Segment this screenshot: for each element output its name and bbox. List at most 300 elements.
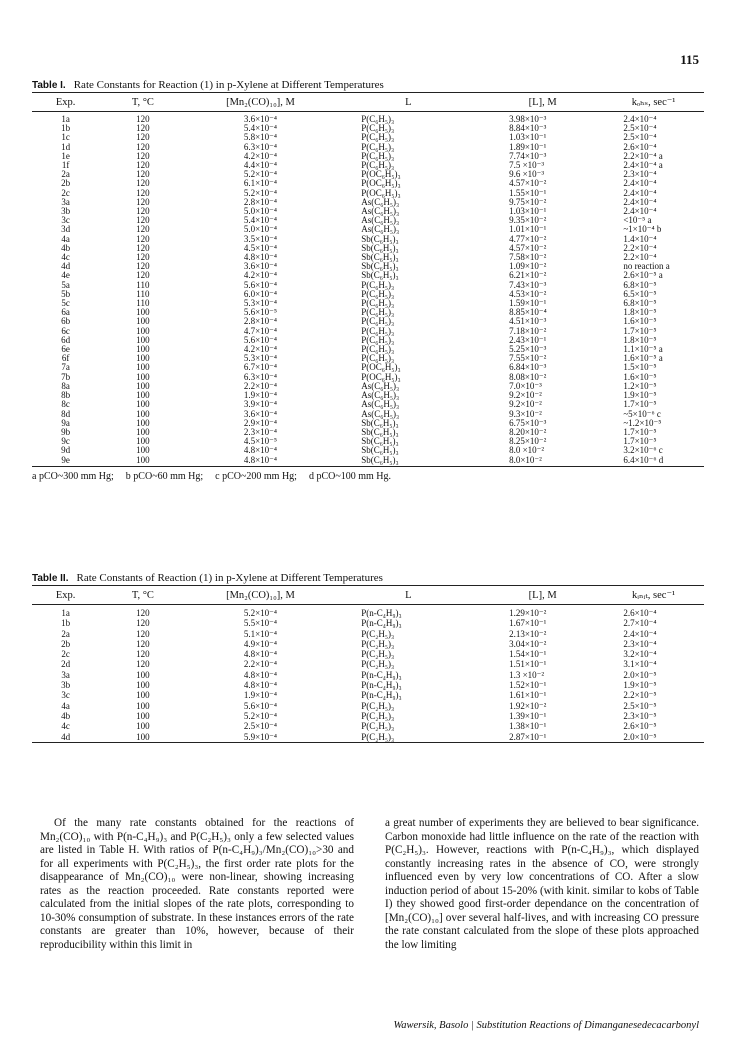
table-cell: 1.9×10⁻⁵ — [623, 390, 657, 401]
table-cell: 3d — [61, 224, 71, 235]
table-cell: 4b — [61, 242, 71, 253]
table-cell: 4.2×10⁻⁴ — [243, 150, 278, 161]
table-row — [32, 629, 704, 639]
table-cell: 100 — [136, 334, 150, 345]
table-1-body — [32, 112, 704, 467]
table-cell: 5.4×10⁻⁴ — [243, 215, 278, 226]
table-cell: 6.1×10⁻⁴ — [243, 178, 278, 189]
table-cell: As(C₆H₅)₃ — [361, 196, 400, 207]
table-cell: P(C₆H₅)₃ — [361, 307, 395, 318]
table-cell: 4.8×10⁻⁴ — [243, 445, 278, 456]
table-cell: P(C₂H₅)₃ — [361, 628, 395, 639]
table-2 — [32, 572, 704, 743]
table-cell: 4d — [61, 261, 71, 272]
table-cell: 1.67×10⁻¹ — [509, 618, 547, 629]
table-cell: 3.98×10⁻³ — [509, 114, 547, 124]
table-cell: 9.35×10⁻² — [509, 215, 547, 226]
table-cell: 1e — [61, 150, 70, 161]
table-cell: 3b — [61, 206, 71, 217]
table-cell: 8a — [61, 380, 70, 391]
table-cell: 3.6×10⁻⁴ — [243, 408, 278, 419]
table-cell: 100 — [136, 690, 150, 701]
table-cell: 4.5×10⁻⁵ — [243, 436, 278, 447]
table-cell: 4.77×10⁻² — [509, 233, 547, 244]
table-cell: 120 — [136, 123, 150, 134]
table-cell: As(C₆H₅)₃ — [361, 399, 400, 410]
table-row — [32, 618, 704, 628]
table-row — [32, 659, 704, 669]
table-2-body — [32, 605, 704, 743]
table-cell: 5b — [61, 288, 71, 299]
table-row — [32, 639, 704, 649]
table-cell: 9.2×10⁻² — [509, 390, 542, 401]
table-cell: 4.51×10⁻³ — [509, 316, 547, 327]
table-cell: 2.5×10⁻⁴ — [623, 132, 657, 143]
table-cell: P(n-C₄H₉)₃ — [361, 690, 402, 701]
table-cell: 120 — [136, 261, 150, 272]
table-1-header-row — [32, 93, 704, 112]
table-cell: 2.4×10⁻⁴ — [623, 187, 657, 198]
table-cell: 1.6×10⁻⁵ — [623, 371, 657, 382]
table-cell: 1.01×10⁻¹ — [509, 224, 547, 235]
table-cell: 6.0×10⁻⁴ — [243, 288, 278, 299]
table-cell: ~1.2×10⁻⁵ — [623, 417, 662, 428]
table-cell: 120 — [136, 196, 150, 207]
table-cell: 8.08×10⁻² — [509, 371, 547, 382]
table-cell: 120 — [136, 224, 150, 235]
table-cell: 4c — [61, 252, 70, 263]
table-cell: Sb(C₆H₅)₃ — [361, 261, 399, 272]
table-cell: 100 — [99, 732, 186, 743]
column-header: [Mn₂(CO)₁₀], M — [187, 586, 335, 605]
table-cell: 8.85×10⁻⁴ — [509, 307, 547, 318]
table-cell: 4.53×10⁻² — [509, 288, 547, 299]
table-cell: 2.6×10⁻⁵ — [623, 721, 657, 732]
table-cell: 2a — [61, 169, 70, 180]
table-row — [32, 456, 704, 467]
table-cell: P(C₆H₅)₃ — [361, 150, 395, 161]
table-cell: 4d — [32, 732, 99, 743]
table-cell: 120 — [136, 233, 150, 244]
table-cell: 1.5×10⁻⁵ — [623, 362, 657, 373]
table-cell: 1c — [61, 132, 70, 143]
table-row — [32, 732, 704, 743]
table-cell: 5.2×10⁻⁴ — [243, 169, 278, 180]
table-cell: 4e — [61, 270, 70, 281]
table-cell: 3.6×10⁻⁴ — [243, 261, 278, 272]
table-cell: 1.8×10⁻⁵ — [623, 307, 657, 318]
table-cell: P(C₆H₅)₃ — [361, 123, 395, 134]
table-cell: 9.2×10⁻² — [509, 399, 542, 410]
table-cell: 2.2×10⁻⁴ — [243, 380, 278, 391]
table-cell: 3.04×10⁻² — [509, 638, 547, 649]
table-cell: 2.8×10⁻⁴ — [243, 196, 278, 207]
table-cell: 7.43×10⁻³ — [509, 279, 547, 290]
table-cell: 120 — [136, 659, 150, 670]
column-header: [L], M — [482, 586, 603, 605]
table-cell: 6f — [61, 353, 70, 364]
table-cell: 6.5×10⁻⁵ — [623, 288, 657, 299]
table-cell: 1.8×10⁻⁵ — [623, 334, 657, 345]
table-cell: 1.9×10⁻⁴ — [243, 690, 278, 701]
table-cell: 120 — [136, 132, 150, 143]
table-cell: 7.55×10⁻² — [509, 353, 547, 364]
table-cell: 120 — [136, 160, 150, 171]
table-cell: P(C₆H₅)₃ — [361, 353, 395, 364]
table-cell: 4.4×10⁻⁴ — [243, 160, 278, 171]
table-cell: 5a — [61, 279, 70, 290]
table-cell: P(C₂H₅)₃ — [334, 732, 482, 743]
table-cell: 120 — [136, 150, 150, 161]
table-cell: 3.6×10⁻⁴ — [243, 114, 278, 124]
table-cell: 3.1×10⁻⁴ — [623, 659, 657, 670]
table-cell: ~1×10⁻⁴ b — [623, 224, 662, 235]
table-cell: 110 — [136, 298, 150, 309]
table-cell: 4.8×10⁻⁴ — [187, 456, 335, 467]
table-row — [32, 690, 704, 700]
table-cell: 1.89×10⁻¹ — [509, 141, 547, 152]
table-cell: 2.6×10⁻⁴ — [623, 608, 657, 618]
table-cell: 4a — [61, 700, 70, 711]
table-cell: 2.4×10⁻⁴ a — [623, 160, 663, 171]
table-cell: 4.57×10⁻² — [509, 178, 547, 189]
table-cell: 100 — [136, 316, 150, 327]
table-cell: 6.3×10⁻⁴ — [243, 371, 278, 382]
table-cell: 2.3×10⁻⁵ — [623, 710, 657, 721]
column-header: [Mn₂(CO)₁₀], M — [187, 93, 335, 112]
table-cell: Sb(C₆H₅)₃ — [361, 270, 399, 281]
table-cell: 100 — [136, 344, 150, 355]
running-footer: Wawersik, Basolo | Substitution Reactions of Dimanganesedecacarbonyl — [393, 1020, 699, 1031]
table-cell: 2.6×10⁻⁵ a — [623, 270, 663, 281]
body-paragraph-left: Of the many rate constants obtained for the reactions of Mn₂(CO)₁₀ with P(n-C₄H₉)₃ and P(C₂H₅)₃ only a few selected values are listed in Table H. With ratios of P(n-C₄H₉)₃/Mn₂(CO)₁₀>30 and for all experiments with P(C₂H₅)₃, the first order rate plots for the disappearance of Mn₂(CO)₁₀ were non-linear, showing increasing rates as the reaction proceeded. Rate constants reported were calculated from the initial slopes of the rate plots, corresponding to 10-30% consumption of substrate. In these instances errors of the rate constants are greater than 10%, however, because of their reproducibility within this limit in — [40, 817, 354, 951]
table-cell: 9a — [61, 417, 70, 428]
column-header: kᵢₙᵢₜ, sec⁻¹ — [603, 586, 704, 605]
table-cell: 2.3×10⁻⁴ — [243, 426, 278, 437]
table-cell: 120 — [136, 215, 150, 226]
table-cell: 1.4×10⁻⁴ — [623, 233, 657, 244]
table-cell: 120 — [136, 178, 150, 189]
table-cell: 4.8×10⁻⁴ — [243, 669, 278, 680]
table-cell: 1.09×10⁻² — [509, 261, 547, 272]
table-cell: P(OC₆H₅)₃ — [361, 371, 401, 382]
table-cell: Sb(C₆H₅)₃ — [361, 417, 399, 428]
table-cell: 5.4×10⁻⁴ — [243, 123, 278, 134]
table-cell: 3.9×10⁻⁴ — [243, 399, 278, 410]
table-cell: 120 — [136, 252, 150, 263]
table-cell: 1a — [61, 608, 70, 618]
table-cell: 6.21×10⁻² — [509, 270, 547, 281]
table-cell: Sb(C₆H₅)₃ — [361, 242, 399, 253]
table-cell: As(C₆H₅)₃ — [361, 215, 400, 226]
table-cell: 110 — [136, 288, 150, 299]
table-cell: 2.4×10⁻⁴ — [623, 178, 657, 189]
table-cell: 5.6×10⁻⁴ — [243, 334, 278, 345]
table-cell: 1.52×10⁻¹ — [509, 680, 547, 691]
table-cell: 120 — [136, 628, 150, 639]
body-paragraph-right: a great number of experiments they are believed to bear significance. Carbon monoxide had little influence on the rate of the reaction with P(C₂H₅)₃. However, reactions with P(n-C₄H₉)₃, which displayed constantly increasing rates in the absence of CO, were strongly influenced even by very low concentrations of CO. After a slow induction period of about 15-20% (with kinit. similar to kobs of Table I) they showed good first-order dependance on the concentration of [Mn₂(CO)₁₀] over several half-lives, and with increasing CO pressure the rate constant calculated from the slope of these plots approached the low limiting — [385, 817, 699, 951]
table-cell: 4.5×10⁻⁴ — [243, 242, 278, 253]
column-header: L — [334, 586, 482, 605]
table-cell: 120 — [136, 638, 150, 649]
table-cell: 6.4×10⁻⁶ d — [603, 456, 704, 467]
table-cell: P(OC₆H₅)₃ — [361, 362, 401, 373]
table-cell: 5.2×10⁻⁴ — [243, 710, 278, 721]
table-cell: 120 — [136, 187, 150, 198]
table-row — [32, 670, 704, 680]
table-cell: 9d — [61, 445, 71, 456]
table-cell: 8.0×10⁻² — [482, 456, 603, 467]
table-row — [32, 649, 704, 659]
table-row — [32, 605, 704, 619]
footnote: b pCO~60 mm Hg; — [125, 470, 204, 482]
table-cell: 3a — [61, 669, 70, 680]
table-cell: 100 — [136, 436, 150, 447]
table-cell: 2.43×10⁻¹ — [509, 334, 547, 345]
table-cell: 1.92×10⁻² — [509, 700, 547, 711]
table-cell: 100 — [136, 669, 150, 680]
table-cell: 1a — [61, 114, 70, 124]
table-cell: 2c — [61, 187, 70, 198]
table-cell: 5.9×10⁻⁴ — [187, 732, 335, 743]
table-cell: P(C₆H₅)₃ — [361, 141, 395, 152]
table-cell: Sb(C₆H₅)₃ — [361, 233, 399, 244]
table-cell: P(C₆H₅)₃ — [361, 325, 395, 336]
table-cell: 1b — [61, 618, 71, 629]
table-cell: 5.5×10⁻⁴ — [243, 618, 278, 629]
table-cell: 100 — [136, 371, 150, 382]
table-cell: 100 — [136, 390, 150, 401]
table-cell: 100 — [136, 445, 150, 456]
footnote: c pCO~200 mm Hg; — [215, 470, 297, 482]
table-cell: 1d — [61, 141, 71, 152]
table-cell: 3b — [61, 680, 71, 691]
table-cell: 8.20×10⁻² — [509, 426, 547, 437]
column-header: T, °C — [99, 93, 186, 112]
table-row — [32, 680, 704, 690]
table-cell: 3a — [61, 196, 70, 207]
table-cell: 5.0×10⁻⁴ — [243, 206, 278, 217]
table-cell: 8d — [61, 408, 71, 419]
table-cell: 6a — [61, 307, 70, 318]
table-cell: 2a — [61, 628, 70, 639]
table-cell: 1.7×10⁻⁵ — [623, 436, 657, 447]
table-cell: 1.54×10⁻¹ — [509, 649, 547, 660]
table-cell: 4.8×10⁻⁴ — [243, 649, 278, 660]
table-cell: 8b — [61, 390, 71, 401]
table-cell: 1b — [61, 123, 71, 134]
table-cell: 2.2×10⁻⁵ — [623, 690, 657, 701]
table-1-label: Table I. — [32, 80, 66, 91]
table-cell: 4.8×10⁻⁴ — [243, 252, 278, 263]
table-cell: 6.84×10⁻³ — [509, 362, 547, 373]
table-cell: 1.1×10⁻⁵ a — [623, 344, 663, 355]
table-cell: 1.7×10⁻⁵ — [623, 426, 657, 437]
table-cell: 1.38×10⁻¹ — [509, 721, 547, 732]
body-text — [40, 817, 699, 952]
table-cell: 8c — [61, 399, 70, 410]
table-cell: 9e — [32, 456, 99, 467]
table-cell: 2.4×10⁻⁴ — [623, 196, 657, 207]
table-row — [32, 701, 704, 711]
table-cell: 100 — [99, 456, 186, 467]
table-cell: 100 — [136, 721, 150, 732]
table-cell: 6.3×10⁻⁴ — [243, 141, 278, 152]
table-cell: 4c — [61, 721, 70, 732]
table-cell: 5.3×10⁻⁴ — [243, 298, 278, 309]
table-cell: 5.25×10⁻³ — [509, 344, 547, 355]
table-cell: 120 — [136, 206, 150, 217]
table-cell: 5.0×10⁻⁴ — [243, 224, 278, 235]
table-cell: 8.0 ×10⁻² — [509, 445, 545, 456]
table-cell: 2.2×10⁻⁴ — [623, 252, 657, 263]
column-header: Exp. — [32, 93, 99, 112]
table-cell: 100 — [136, 362, 150, 373]
table-cell: 2.9×10⁻⁴ — [243, 417, 278, 428]
table-cell: 6.75×10⁻³ — [509, 417, 547, 428]
table-cell: 5.3×10⁻⁴ — [243, 353, 278, 364]
table-cell: P(n-C₄H₉)₃ — [361, 608, 402, 618]
table-cell: P(n-C₄H₉)₃ — [361, 618, 402, 629]
table-cell: 1.9×10⁻⁴ — [243, 390, 278, 401]
table-cell: 1.3 ×10⁻² — [509, 669, 545, 680]
table-row — [32, 711, 704, 721]
table-cell: P(C₆H₅)₃ — [361, 298, 395, 309]
table-cell: P(OC₆H₅)₃ — [361, 169, 401, 180]
table-cell: P(C₆H₅)₃ — [361, 114, 395, 124]
table-cell: 8.25×10⁻² — [509, 436, 547, 447]
table-cell: 120 — [136, 649, 150, 660]
table-cell: 2c — [61, 649, 70, 660]
table-cell: 2.4×10⁻⁴ — [623, 206, 657, 217]
table-cell: Sb(C₆H₅)₃ — [361, 426, 399, 437]
table-cell: 2.87×10⁻¹ — [482, 732, 603, 743]
table-cell: 4a — [61, 233, 70, 244]
table-cell: ~5×10⁻⁶ c — [623, 408, 661, 419]
table-cell: As(C₆H₅)₃ — [361, 380, 400, 391]
table-cell: 1.7×10⁻⁵ — [623, 325, 657, 336]
table-cell: P(C₂H₅)₃ — [361, 659, 395, 670]
table-cell: 2.0×10⁻⁵ — [603, 732, 704, 743]
table-cell: 120 — [136, 169, 150, 180]
table-cell: 1.7×10⁻⁵ — [623, 399, 657, 410]
footnote: a pCO~300 mm Hg; — [32, 470, 114, 482]
table-1 — [32, 79, 704, 482]
table-cell: 120 — [136, 242, 150, 253]
table-cell: 4.57×10⁻² — [509, 242, 547, 253]
table-cell: 6e — [61, 344, 70, 355]
table-cell: 5.1×10⁻⁴ — [243, 628, 278, 639]
table-1-grid — [32, 92, 704, 467]
table-cell: As(C₆H₅)₃ — [361, 224, 400, 235]
table-cell: 9.3×10⁻² — [509, 408, 542, 419]
table-cell: P(C₆H₅)₃ — [361, 334, 395, 345]
table-cell: P(C₆H₅)₃ — [361, 316, 395, 327]
table-cell: 2b — [61, 638, 71, 649]
table-cell: P(C₂H₅)₃ — [361, 721, 395, 732]
body-column-right — [385, 817, 699, 952]
table-cell: 1.2×10⁻⁵ — [623, 380, 657, 391]
table-cell: 100 — [136, 325, 150, 336]
page-number: 115 — [680, 52, 699, 67]
table-cell: 7.0×10⁻³ — [509, 380, 542, 391]
table-1-title: Rate Constants for Reaction (1) in p-Xylene at Different Temperatures — [73, 79, 384, 91]
table-cell: 6.8×10⁻⁵ — [623, 279, 657, 290]
table-cell: 3.5×10⁻⁴ — [243, 233, 278, 244]
table-cell: 8.84×10⁻³ — [509, 123, 547, 134]
table-cell: 9.6 ×10⁻³ — [509, 169, 545, 180]
table-cell: 3.2×10⁻⁴ — [623, 649, 657, 660]
table-cell: 100 — [136, 700, 150, 711]
table-cell: P(C₂H₅)₃ — [361, 638, 395, 649]
table-cell: 4.2×10⁻⁴ — [243, 344, 278, 355]
table-cell: 1.51×10⁻¹ — [509, 659, 547, 670]
table-cell: 5.8×10⁻⁴ — [243, 132, 278, 143]
table-cell: P(C₂H₅)₃ — [361, 649, 395, 660]
column-header: kₒₕₛ, sec⁻¹ — [603, 93, 704, 112]
table-cell: 7a — [61, 362, 70, 373]
table-cell: 6b — [61, 316, 71, 327]
table-cell: 9b — [61, 426, 71, 437]
table-cell: 100 — [136, 417, 150, 428]
table-cell: P(n-C₄H₉)₃ — [361, 680, 402, 691]
table-cell: 2.7×10⁻⁴ — [623, 618, 657, 629]
table-cell: 2.4×10⁻⁴ — [623, 628, 657, 639]
table-cell: 1.03×10⁻¹ — [509, 132, 547, 143]
table-cell: 7b — [61, 371, 71, 382]
table-cell: P(n-C₄H₉)₃ — [361, 669, 402, 680]
table-cell: 1.55×10⁻¹ — [509, 187, 547, 198]
table-cell: 120 — [136, 114, 150, 124]
table-row — [32, 721, 704, 731]
table-cell: 100 — [136, 353, 150, 364]
column-header: [L], M — [482, 93, 603, 112]
table-cell: 5.2×10⁻⁴ — [243, 187, 278, 198]
table-cell: 2.3×10⁻⁴ — [623, 169, 657, 180]
table-cell: P(C₆H₅)₃ — [361, 344, 395, 355]
column-header: Exp. — [32, 586, 99, 605]
table-cell: 100 — [136, 307, 150, 318]
table-cell: 6.7×10⁻⁴ — [243, 362, 278, 373]
table-cell: Sb(C₆H₅)₃ — [361, 445, 399, 456]
table-cell: 100 — [136, 426, 150, 437]
table-cell: 2.5×10⁻⁴ — [623, 123, 657, 134]
table-cell: 7.5 ×10⁻³ — [509, 160, 545, 171]
table-cell: 120 — [136, 608, 150, 618]
table-1-caption — [32, 79, 704, 92]
table-cell: 4.2×10⁻⁴ — [243, 270, 278, 281]
table-cell: P(OC₆H₅)₃ — [361, 187, 401, 198]
table-cell: 3.2×10⁻⁶ c — [623, 445, 663, 456]
table-cell: 110 — [136, 279, 150, 290]
table-cell: Sb(C₆H₅)₃ — [361, 252, 399, 263]
table-cell: 120 — [136, 141, 150, 152]
table-cell: 3c — [61, 215, 70, 226]
table-cell: 5.6×10⁻⁴ — [243, 279, 278, 290]
table-cell: 2b — [61, 178, 71, 189]
table-cell: 4.9×10⁻⁴ — [243, 638, 278, 649]
table-cell: 120 — [136, 618, 150, 629]
table-cell: 100 — [136, 399, 150, 410]
table-cell: 2.2×10⁻⁴ — [623, 242, 657, 253]
table-cell: 6.8×10⁻⁵ — [623, 298, 657, 309]
table-cell: 5.6×10⁻⁴ — [243, 700, 278, 711]
table-cell: As(C₆H₅)₃ — [361, 408, 400, 419]
table-cell: 4.7×10⁻⁴ — [243, 325, 278, 336]
table-cell: 6d — [61, 334, 71, 345]
table-cell: 120 — [136, 270, 150, 281]
table-cell: P(C₆H₅)₃ — [361, 132, 395, 143]
